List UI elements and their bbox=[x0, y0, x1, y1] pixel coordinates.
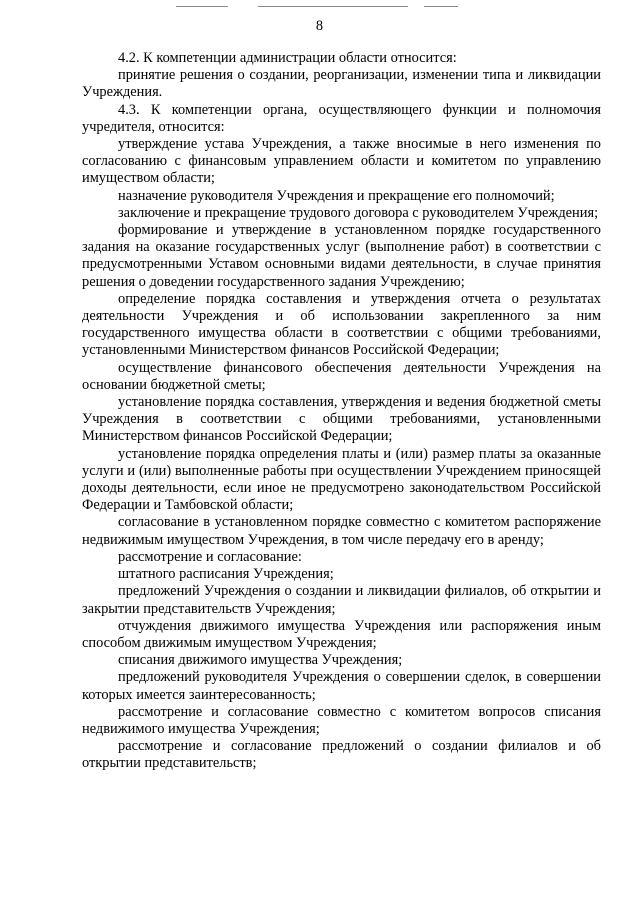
paragraph: осуществление финансового обеспечения деятельности Учреждения на основании бюджетной сметы; bbox=[82, 359, 601, 393]
paragraph: рассмотрение и согласование: bbox=[118, 548, 302, 565]
paragraph: рассмотрение и согласование предложений о создании филиалов и об открытии представительств; bbox=[82, 738, 601, 772]
document-body bbox=[82, 50, 601, 773]
paragraph: принятие решения о создании, реорганизации, изменении типа и ликвидации Учреждения. bbox=[82, 67, 601, 101]
scan-artifact-line bbox=[258, 6, 408, 7]
paragraph: установление порядка составления, утверждения и ведения бюджетной сметы Учреждения в соответствии с общими требованиями, установленными Министерством финансов Российской Федерации; bbox=[82, 394, 601, 445]
paragraph-4-2-heading: 4.2. К компетенции администрации области относится: bbox=[118, 50, 457, 66]
paragraph: назначение руководителя Учреждения и прекращение его полномочий; bbox=[118, 187, 555, 204]
paragraph: рассмотрение и согласование совместно с комитетом вопросов списания недвижимого имущества Учреждения; bbox=[82, 703, 601, 737]
paragraph: установление порядка определения платы и (или) размер платы за оказанные услуги и (или) выполненные работы при осуществлении Учреждением приносящей доходы деятельности, если иное не предусмотрено законодательством Российской Федерации и Тамбовской области; bbox=[82, 445, 601, 514]
paragraph-4-3-heading: 4.3. К компетенции органа, осуществляющего функции и полномочия учредителя, относится: bbox=[82, 101, 601, 135]
paragraph: отчуждения движимого имущества Учреждения или распоряжения иным способом движимым имуществом Учреждения; bbox=[82, 617, 601, 651]
paragraph: определение порядка составления и утверждения отчета о результатах деятельности Учреждения и об использовании закрепленного за ним государственного имущества области в соответствии с общими требованиями, установленными Министерством финансов Российской Федерации; bbox=[82, 290, 601, 359]
paragraph: согласование в установленном порядке совместно с комитетом распоряжение недвижимым имуществом Учреждения, в том числе передачу его в аренду; bbox=[82, 514, 601, 548]
paragraph: формирование и утверждение в установленном порядке государственного задания на оказание государственных услуг (выполнение работ) в соответствии с предусмотренными Уставом основными видами деятельности, в случае принятия решения о доведении государственного задания Учреждению; bbox=[82, 222, 601, 290]
paragraph: предложений руководителя Учреждения о совершении сделок, в совершении которых имеется заинтересованность; bbox=[82, 669, 601, 703]
paragraph: утверждение устава Учреждения, а также вносимые в него изменения по согласованию с финансовым управлением области и комитетом по управлению имуществом области; bbox=[82, 136, 601, 187]
paragraph: заключение и прекращение трудового договора с руководителем Учреждения; bbox=[118, 204, 599, 221]
page-number: 8 bbox=[315, 18, 324, 34]
paragraph: предложений Учреждения о создании и ликвидации филиалов, об открытии и закрытии представительств Учреждения; bbox=[82, 583, 601, 617]
scan-artifact-line bbox=[424, 6, 458, 7]
paragraph: списания движимого имущества Учреждения; bbox=[118, 652, 403, 669]
scan-artifact-line bbox=[176, 6, 228, 7]
paragraph: штатного расписания Учреждения; bbox=[118, 566, 334, 583]
